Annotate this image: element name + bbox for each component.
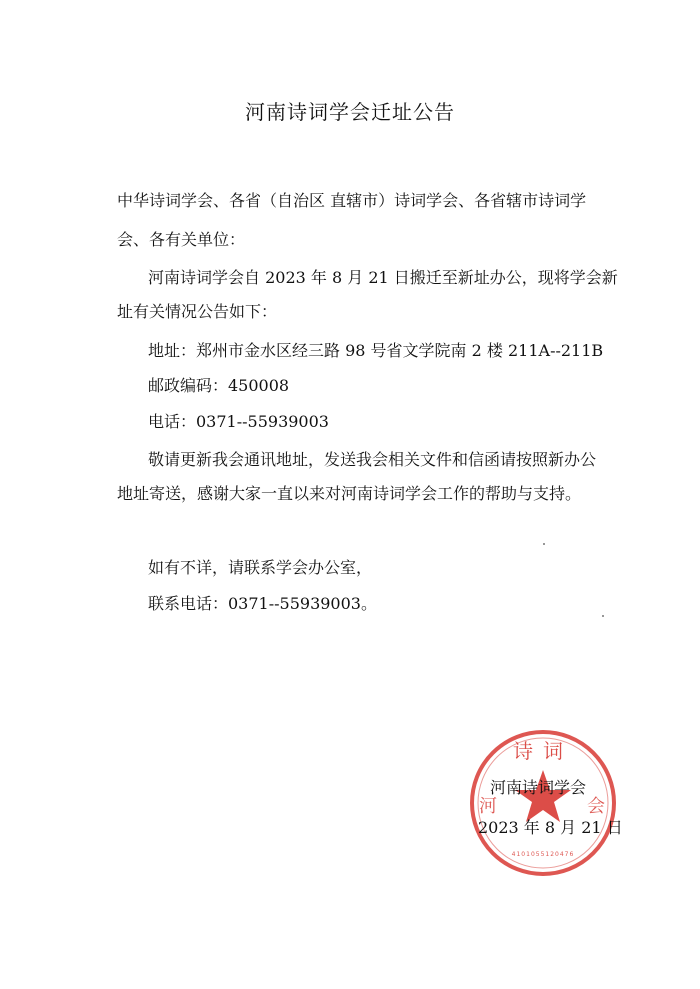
paragraph-2-line-2: 地址寄送，感谢大家一直以来对河南诗词学会工作的帮助与支持。	[117, 484, 582, 503]
seal-right-text: 会	[587, 796, 605, 817]
signature-date: 2023 年 8 月 21 日	[478, 818, 623, 837]
postcode-line: 邮政编码：450008	[148, 376, 290, 395]
seal-bottom-number: 4101055120476	[511, 851, 575, 858]
seal-left-text: 河	[479, 796, 497, 817]
signature-organization: 河南诗词学会	[490, 778, 587, 797]
paragraph-1-line-2: 址有关情况公告如下：	[117, 302, 278, 321]
contact-line-1: 如有不详，请联系学会办公室，	[148, 558, 373, 577]
phone-line: 电话：0371--55939003	[148, 412, 329, 431]
contact-line-2: 联系电话：0371--55939003。	[148, 594, 377, 613]
seal-top-text: 诗词	[513, 739, 573, 763]
salutation-line-1: 中华诗词学会、各省（自治区 直辖市）诗词学会、各省辖市诗词学	[117, 191, 587, 210]
paragraph-2-line-1: 敬请更新我会通讯地址，发送我会相关文件和信函请按照新办公	[148, 450, 597, 469]
paragraph-1-line-1: 河南诗词学会自 2023 年 8 月 21 日搬迁至新址办公，现将学会新	[148, 268, 618, 287]
document-title: 河南诗词学会迁址公告	[245, 100, 455, 124]
official-seal-stamp	[468, 728, 618, 878]
salutation-line-2: 会、各有关单位：	[117, 230, 246, 249]
address-line: 地址：郑州市金水区经三路 98 号省文学院南 2 楼 211A--211B	[148, 341, 604, 360]
